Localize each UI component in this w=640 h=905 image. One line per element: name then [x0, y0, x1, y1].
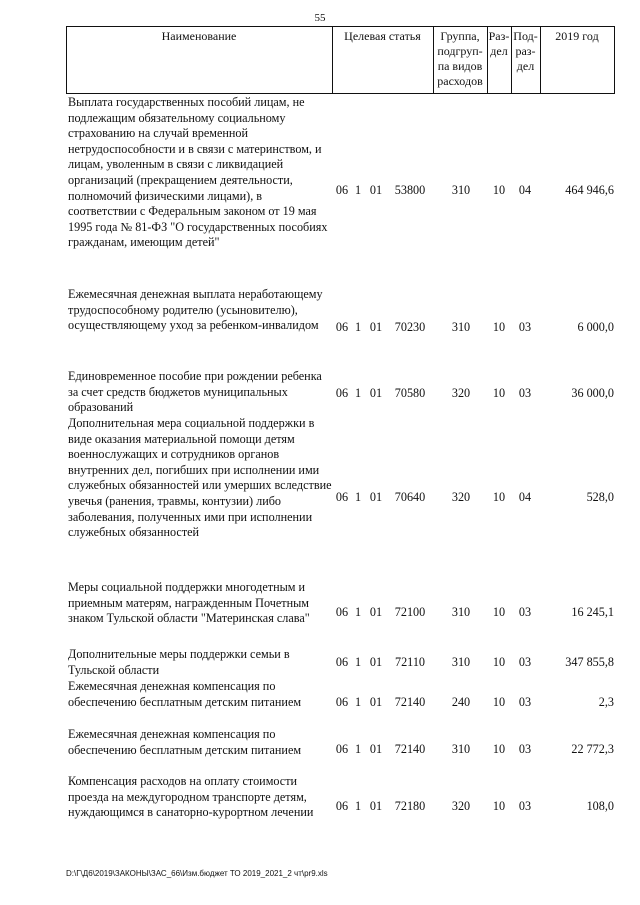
cell-direction: 70640: [394, 490, 426, 504]
cell-subprogram: 1: [354, 490, 362, 504]
cell-subprogram: 1: [354, 655, 362, 669]
cell-group: 310: [451, 183, 471, 197]
cell-group: 310: [451, 320, 471, 334]
cell-direction: 72100: [394, 605, 426, 619]
cell-program: 06: [335, 799, 349, 813]
cell-sum: 464 946,6: [565, 183, 614, 197]
row-name: Ежемесячная денежная компенсация по обеспечению бесплатным детским питанием: [68, 727, 302, 757]
cell-subprogram: 1: [354, 742, 362, 756]
row-name: Дополнительные меры поддержки семьи в Тульской области: [68, 647, 290, 677]
cell-podrazdel: 03: [518, 742, 532, 756]
header-group: Группа, подгруп- па видов расходов: [437, 29, 483, 88]
cell-sum: 22 772,3: [571, 742, 614, 756]
cell-sum: 347 855,8: [565, 655, 614, 669]
cell-group: 320: [451, 490, 471, 504]
cell-event: 01: [369, 183, 383, 197]
cell-event: 01: [369, 655, 383, 669]
cell-subprogram: 1: [354, 799, 362, 813]
cell-subprogram: 1: [354, 695, 362, 709]
page-number: 55: [314, 12, 326, 24]
cell-group: 310: [451, 655, 471, 669]
row-name: Меры социальной поддержки многодетным и приемным матерям, награжденным Почетным знаком Тульской области "Материнская слава": [68, 580, 310, 626]
header-razdel: Раз- дел: [488, 29, 510, 58]
cell-group: 320: [451, 386, 471, 400]
cell-podrazdel: 04: [518, 183, 532, 197]
cell-event: 01: [369, 695, 383, 709]
cell-event: 01: [369, 799, 383, 813]
cell-direction: 72140: [394, 742, 426, 756]
cell-razdel: 10: [492, 655, 506, 669]
header-name: Наименование: [161, 29, 237, 43]
cell-podrazdel: 04: [518, 490, 532, 504]
cell-direction: 70580: [394, 386, 426, 400]
cell-subprogram: 1: [354, 183, 362, 197]
cell-razdel: 10: [492, 605, 506, 619]
header-podrazdel: Под- раз- дел: [513, 29, 538, 73]
cell-event: 01: [369, 605, 383, 619]
cell-sum: 16 245,1: [571, 605, 614, 619]
cell-direction: 72180: [394, 799, 426, 813]
cell-group: 240: [451, 695, 471, 709]
cell-program: 06: [335, 655, 349, 669]
cell-subprogram: 1: [354, 605, 362, 619]
cell-razdel: 10: [492, 799, 506, 813]
row-name: Ежемесячная денежная выплата неработающему трудоспособному родителю (усыновителю), осуществляющему уход за ребенком-инвалидом: [68, 287, 323, 333]
cell-razdel: 10: [492, 695, 506, 709]
cell-program: 06: [335, 490, 349, 504]
cell-podrazdel: 03: [518, 655, 532, 669]
file-path-footer: D:\Г\Д6\2019\ЗАКОНЫ\ЗАС_66\Изм.бюджет ТО 2019_2021_2 чт\pr9.xls: [66, 869, 328, 878]
header-target: Целевая статья: [344, 29, 421, 43]
cell-sum: 528,0: [586, 490, 614, 504]
cell-program: 06: [335, 320, 349, 334]
row-name: Дополнительная мера социальной поддержки в виде оказания материальной помощи детям военнослужащих и сотрудников органов внутренних дел, погибших при исполнении ими служебных обязанностей или умерших вследствие увечья (ранения, травмы, контузии) либо заболевания, полученных ими при исполнении служебных обязанностей: [68, 416, 332, 540]
cell-razdel: 10: [492, 490, 506, 504]
cell-razdel: 10: [492, 386, 506, 400]
cell-subprogram: 1: [354, 386, 362, 400]
cell-group: 320: [451, 799, 471, 813]
cell-program: 06: [335, 386, 349, 400]
header-year: 2019 год: [555, 29, 599, 43]
row-name: Выплата государственных пособий лицам, не подлежащим обязательному социальному страхованию на случай временной нетрудоспособности и в связи с материнством, и лицам, уволенным в связи с ликвидацией организаций (прекращением деятельности, полномочий физическими лицами), в соответствии с Федеральным законом от 19 мая 1995 года № 81-ФЗ "О государственных пособиях гражданам, имеющим детей": [68, 95, 328, 250]
cell-podrazdel: 03: [518, 386, 532, 400]
cell-razdel: 10: [492, 742, 506, 756]
cell-direction: 70230: [394, 320, 426, 334]
cell-event: 01: [369, 386, 383, 400]
cell-event: 01: [369, 742, 383, 756]
row-name: Ежемесячная денежная компенсация по обеспечению бесплатным детским питанием: [68, 679, 302, 709]
cell-program: 06: [335, 695, 349, 709]
row-name: Компенсация расходов на оплату стоимости проезда на междугородном транспорте детям, нуждающимся в санаторно-курортном лечении: [68, 774, 314, 820]
cell-direction: 53800: [394, 183, 426, 197]
cell-event: 01: [369, 490, 383, 504]
cell-sum: 6 000,0: [577, 320, 614, 334]
cell-direction: 72110: [394, 655, 426, 669]
cell-group: 310: [451, 742, 471, 756]
row-name: Единовременное пособие при рождении ребенка за счет средств бюджетов муниципальных образований: [68, 369, 322, 415]
cell-razdel: 10: [492, 320, 506, 334]
cell-razdel: 10: [492, 183, 506, 197]
cell-subprogram: 1: [354, 320, 362, 334]
cell-group: 310: [451, 605, 471, 619]
cell-podrazdel: 03: [518, 695, 532, 709]
cell-sum: 36 000,0: [571, 386, 614, 400]
cell-sum: 2,3: [598, 695, 614, 709]
cell-program: 06: [335, 742, 349, 756]
cell-program: 06: [335, 183, 349, 197]
cell-direction: 72140: [394, 695, 426, 709]
cell-podrazdel: 03: [518, 605, 532, 619]
cell-podrazdel: 03: [518, 799, 532, 813]
cell-sum: 108,0: [586, 799, 614, 813]
cell-event: 01: [369, 320, 383, 334]
cell-podrazdel: 03: [518, 320, 532, 334]
cell-program: 06: [335, 605, 349, 619]
